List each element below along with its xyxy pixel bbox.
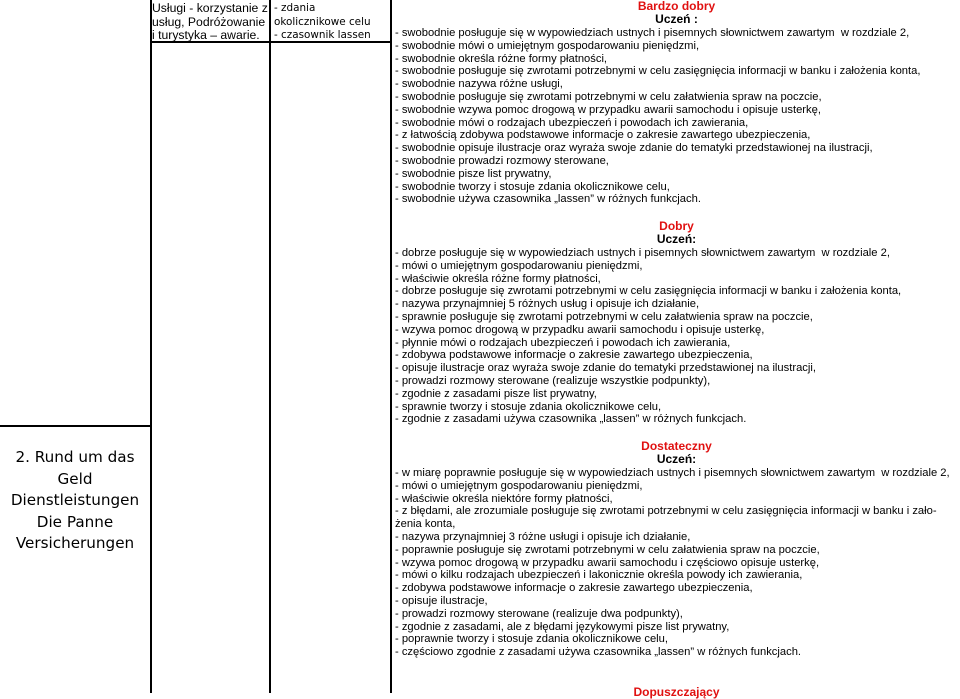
criterion-item: - swobodnie wzywa pomoc drogową w przypadku awarii samochodu i opisuje usterkę, xyxy=(395,103,821,116)
requirement-item: - zdania okolicznikowe celu xyxy=(274,2,371,28)
criterion-item: - swobodnie mówi o rodzajach ubezpieczeń i powodach ich zawierania, xyxy=(395,116,749,129)
topic-line: Versicherungen xyxy=(15,534,135,552)
criterion-item: - zgodnie z zasadami pisze list prywatny, xyxy=(395,387,597,400)
criterion-item: - z łatwością zdobywa podstawowe informacje o zakresie zawartego ubezpieczenia, xyxy=(395,129,811,142)
criterion-item: - prowadzi rozmowy sterowane (realizuje dwa podpunkty), xyxy=(395,607,683,620)
criterion-item: - swobodnie prowadzi rozmowy sterowane, xyxy=(395,154,609,167)
criteria-list xyxy=(395,467,958,659)
subject-cell xyxy=(152,2,268,43)
criterion-item: - mówi o kilku rodzajach ubezpieczeń i lakonicznie określa powody ich zawierania, xyxy=(395,569,803,582)
grade-block-bardzo-dobry xyxy=(395,0,958,206)
grade-title: Bardzo dobry xyxy=(637,0,716,13)
requirements-cell xyxy=(274,2,384,43)
criterion-item: - opisuje ilustracje, xyxy=(395,594,488,607)
criterion-item: - sprawnie tworzy i stosuje zdania okolicznikowe celu, xyxy=(395,400,662,413)
grade-title: Dopuszczający xyxy=(633,685,720,699)
criterion-item: - swobodnie posługuje się zwrotami potrzebnymi w celu zasięgnięcia informacji w banku i założenia konta, xyxy=(395,65,921,78)
grade-subtitle: Uczeń : xyxy=(655,12,698,26)
grade-block-dostateczny xyxy=(395,440,958,659)
grade-block-dobry xyxy=(395,220,958,426)
criterion-item: - mówi o umiejętnym gospodarowaniu pieniędzmi, xyxy=(395,259,643,272)
criterion-item: - wzywa pomoc drogową w przypadku awarii samochodu i opisuje usterkę, xyxy=(395,323,765,336)
grade-subtitle: Uczeń: xyxy=(656,452,697,466)
criterion-item: - swobodnie posługuje się w wypowiedziach ustnych i pisemnych słownictwem zawartym w rozdziale 2, xyxy=(395,27,910,39)
requirement-item: - czasownik lassen xyxy=(274,29,371,41)
criterion-item: - swobodnie posługuje się zwrotami potrzebnymi w celu załatwienia spraw na poczcie, xyxy=(395,90,822,103)
criterion-item: - swobodnie mówi o umiejętnym gospodarowaniu pieniędzmi, xyxy=(395,39,700,52)
criterion-item: - swobodnie tworzy i stosuje zdania okolicznikowe celu, xyxy=(395,180,670,193)
criterion-item: - swobodnie określa różne formy płatności, xyxy=(395,52,608,65)
criterion-item: - swobodnie nazywa różne usługi, xyxy=(395,78,563,91)
criterion-item: - swobodnie pisze list prywatny, xyxy=(395,167,552,180)
row-divider xyxy=(0,425,150,427)
column-divider xyxy=(390,0,392,693)
criterion-item: - mówi o umiejętnym gospodarowaniu pieniędzmi, xyxy=(395,479,643,492)
criterion-item: - częściowo zgodnie z zasadami używa czasownika „lassen” w różnych funkcjach. xyxy=(395,646,802,659)
criterion-item: - swobodnie używa czasownika „lassen” w różnych funkcjach. xyxy=(395,193,701,206)
topic-line: Die Panne xyxy=(36,512,114,531)
grade-title: Dostateczny xyxy=(641,439,712,453)
criterion-item: - opisuje ilustracje oraz wyraża swoje zdanie do tematyki przedstawionej na ilustracji, xyxy=(395,362,816,375)
topic-title: 2. Rund um das Geld xyxy=(15,448,135,488)
criterion-item: - z błędami, ale zrozumiale posługuje się zwrotami potrzebnymi w celu zasięgnięcia informacji w banku i zało-żenia konta, xyxy=(395,505,937,531)
criterion-item: - płynnie mówi o rodzajach ubezpieczeń i powodach ich zawierania, xyxy=(395,336,731,349)
criterion-item: - poprawnie posługuje się zwrotami potrzebnymi w celu załatwienia spraw na poczcie, xyxy=(395,543,820,556)
criterion-item: - nazywa przynajmniej 5 różnych usług i opisuje ich działanie, xyxy=(395,298,700,311)
column-divider xyxy=(150,0,152,693)
criterion-item: - sprawnie posługuje się zwrotami potrzebnymi w celu załatwienia spraw na poczcie, xyxy=(395,310,813,323)
criterion-item: - zgodnie z zasadami używa czasownika „lassen” w różnych funkcjach. xyxy=(395,413,747,426)
grade-title: Dobry xyxy=(659,219,694,233)
criterion-item: - w miarę poprawnie posługuje się w wypowiedziach ustnych i pisemnych słownictwem zawartym w rozdziale 2, xyxy=(395,467,950,479)
subject-text: Usługi - korzystanie z usług, Podróżowanie i turystyka – awarie. xyxy=(152,1,268,42)
criterion-item: - prowadzi rozmowy sterowane (realizuje wszystkie podpunkty), xyxy=(395,374,711,387)
criterion-item: - wzywa pomoc drogową w przypadku awarii samochodu i częściowo opisuje usterkę, xyxy=(395,556,820,569)
column-divider xyxy=(269,0,271,693)
criterion-item: - swobodnie opisuje ilustracje oraz wyraża swoje zdanie do tematyki przedstawionej na ilustracji, xyxy=(395,142,873,155)
criteria-list xyxy=(395,247,958,426)
criterion-item: - dobrze posługuje się w wypowiedziach ustnych i pisemnych słownictwem zawartym w rozdziale 2, xyxy=(395,247,890,259)
criterion-item: - zdobywa podstawowe informacje o zakresie zawartego ubezpieczenia, xyxy=(395,349,753,362)
grade-subtitle: Uczeń: xyxy=(656,232,697,246)
criterion-item: - właściwie określa różne formy płatności, xyxy=(395,272,601,285)
criterion-item: - nazywa przynajmniej 3 różne usługi i opisuje ich działanie, xyxy=(395,530,691,543)
criterion-item: - zdobywa podstawowe informacje o zakresie zawartego ubezpieczenia, xyxy=(395,582,753,595)
criterion-item: - zgodnie z zasadami, ale z błędami językowymi pisze list prywatny, xyxy=(395,620,730,633)
topic-line: Dienstleistungen xyxy=(10,491,140,509)
criterion-item: - dobrze posługuje się zwrotami potrzebnymi w celu zasięgnięcia informacji w banku i założenia konta, xyxy=(395,285,902,298)
criterion-item: - właściwie określa niektóre formy płatności, xyxy=(395,492,613,505)
criterion-item: - poprawnie tworzy i stosuje zdania okolicznikowe celu, xyxy=(395,633,668,646)
topic-cell xyxy=(0,447,150,555)
criteria-list xyxy=(395,27,958,206)
